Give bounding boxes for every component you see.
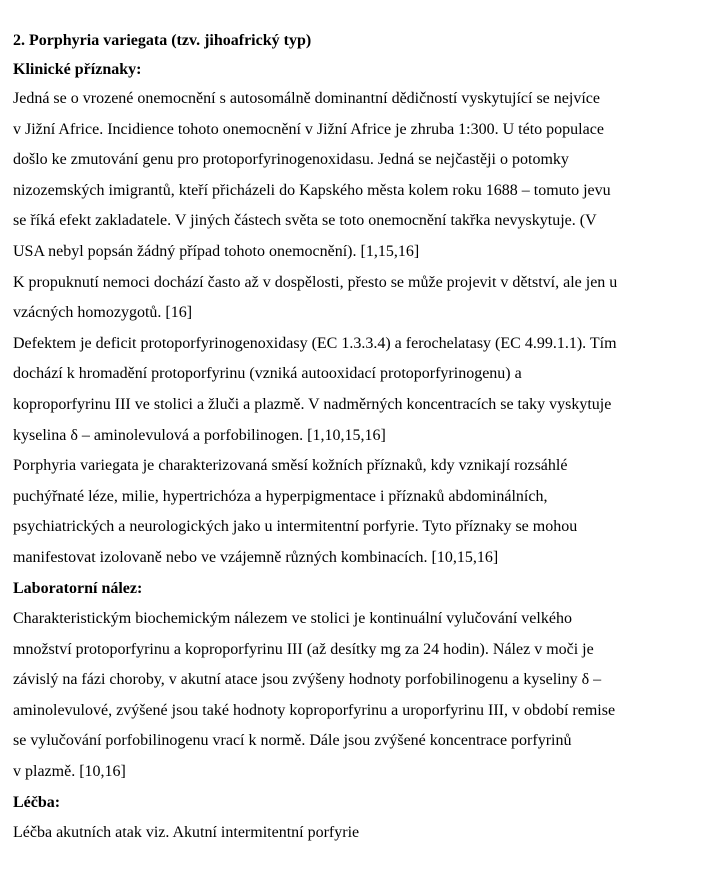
text-line: v Jižní Africe. Incidience tohoto onemocnění v Jižní Africe je zhruba 1:300. U této populace [13, 120, 604, 138]
text-line: K propuknutí nemoci dochází často až v dospělosti, přesto se může projevit v dětství, ale jen u [13, 273, 618, 291]
text-line: USA nebyl popsán žádný případ tohoto onemocnění). [1,15,16] [13, 242, 420, 260]
text-line: psychiatrických a neurologických jako u intermitentní porfyrie. Tyto příznaky se mohou [13, 518, 578, 536]
text-line: Jedná se o vrozené onemocnění s autosomálně dominantní dědičností vyskytující se nejvíce [13, 90, 600, 107]
text-line: Léčba akutních atak viz. Akutní intermitentní porfyrie [13, 824, 360, 842]
text-line: koproporfyrinu III ve stolici a žluči a plazmě. V nadměrných koncentracích se taky vyskytuje [13, 395, 612, 413]
text-line: Defektem je deficit protoporfyrinogenoxidasy (EC 1.3.3.4) a ferochelatasy (EC 4.99.1.1). Tím [13, 334, 617, 352]
text-line: kyselina δ – aminolevulová a porfobilinogen. [1,10,15,16] [13, 426, 386, 444]
treatment-paragraph [13, 818, 692, 849]
text-line: puchýřnaté léze, milie, hypertrichóza a hyperpigmentace i příznaků abdominálních, [13, 487, 548, 505]
clinical-heading: Klinické příznaky: [13, 61, 142, 78]
treatment-heading: Léčba: [13, 793, 61, 811]
text-line: se vylučování porfobilinogenu vrací k normě. Dále jsou zvýšené koncentrace porfyrinů [13, 732, 572, 750]
text-line: závislý na fázi choroby, v akutní atace jsou zvýšeny hodnoty porfobilinogenu a kyseliny δ – [13, 671, 602, 689]
text-line: v plazmě. [10,16] [13, 763, 126, 781]
text-line: Porphyria variegata je charakterizovaná směsí kožních příznaků, kdy vznikají rozsáhlé [13, 457, 568, 475]
text-line: vzácných homozygotů. [16] [13, 304, 193, 322]
text-line: došlo ke zmutování genu pro protoporfyrinogenoxidasu. Jedná se nejčastěji o potomky [13, 151, 569, 169]
text-line: se říká efekt zakladatele. V jiných částech světa se toto onemocnění takřka nevyskytuje. (V [13, 212, 597, 230]
text-line: aminolevulové, zvýšené jsou také hodnoty koproporfyrinu a uroporfyrinu III, v období remise [13, 701, 616, 719]
section-title: 2. Porphyria variegata (tzv. jihoafrický typ) [13, 32, 312, 49]
lab-paragraph [13, 604, 692, 788]
text-line: nizozemských imigrantů, kteří přicházeli do Kapského města kolem roku 1688 – tomuto jevu [13, 181, 611, 199]
clinical-paragraph [13, 84, 692, 574]
text-line: dochází k hromadění protoporfyrinu (vzniká autooxidací protoporfyrinogenu) a [13, 365, 522, 383]
text-line: Charakteristickým biochemickým nálezem ve stolici je kontinuální vylučování velkého [13, 610, 572, 628]
lab-heading: Laboratorní nález: [13, 579, 143, 597]
text-line: manifestovat izolovaně nebo ve vzájemně různých kombinacích. [10,15,16] [13, 548, 499, 566]
text-line: množství protoporfyrinu a koproporfyrinu III (až desítky mg za 24 hodin). Nález v moči je [13, 640, 594, 658]
